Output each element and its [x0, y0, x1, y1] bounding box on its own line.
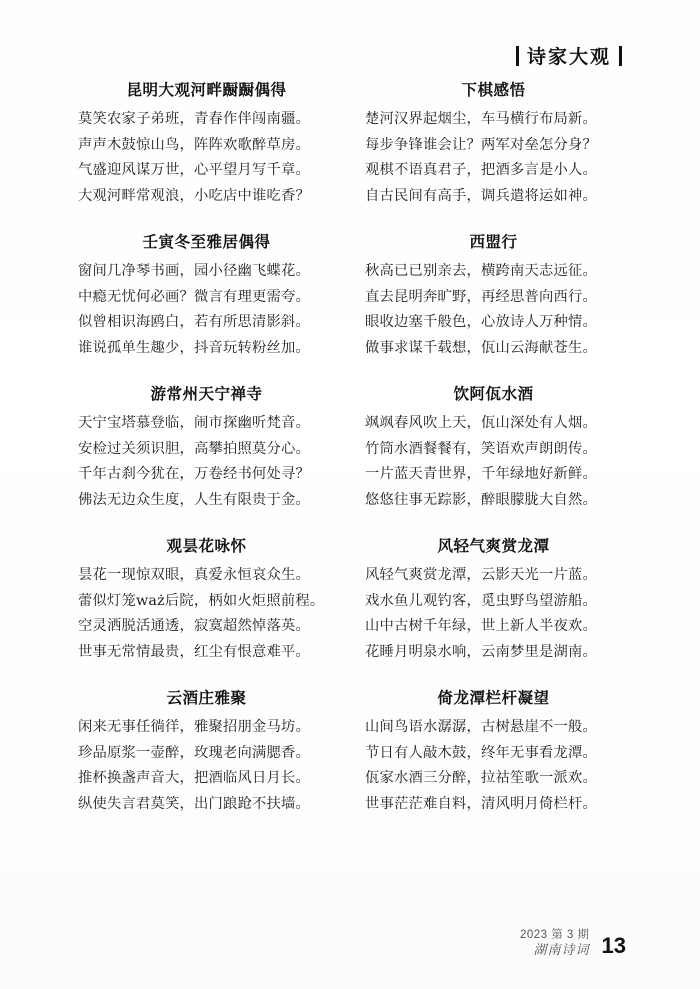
poem-title: 下棋感悟: [461, 80, 526, 99]
poem-line: 昙花一现惊双眼，真爱永恒哀众生。: [78, 567, 310, 583]
poem-line: 观棋不语真君子，把酒多言是小人。: [365, 162, 597, 178]
poem-entry: [365, 230, 622, 361]
poem-line: 直去昆明奔旷野，再经思普向西行。: [365, 288, 597, 305]
poem-line: 戏水鱼儿观钓客，觅虫野鸟望游船。: [365, 592, 597, 609]
poem-title: 游常州天宁禅寺: [150, 384, 263, 403]
poem-entry: [78, 78, 335, 209]
poem-line: 世事无常情最贵，红尘有恨意难平。: [78, 643, 310, 660]
poem-entry: [365, 78, 622, 209]
footer-issue: 2023 第 3 期: [519, 929, 590, 942]
footer-journal-name: 湖南诗词: [533, 942, 590, 958]
poem-line: 每步争锋谁会让？两军对垒怎分身？: [365, 136, 597, 153]
page-header: [516, 42, 622, 69]
poem-line: 节日有人敲木鼓，终年无事看龙潭。: [365, 744, 597, 761]
poem-line: 山间鸟语水潺潺，古树悬崖不一般。: [365, 719, 597, 735]
poem-line: 气盛迎风谋万世，心平望月写千章。: [78, 162, 310, 178]
poem-line: 自古民间有高手，调兵遣将运如神。: [365, 187, 597, 204]
content-columns: [78, 78, 622, 838]
poem-line: 似曾相识海鸥白，若有所思清影斜。: [78, 314, 310, 330]
poem-entry: [78, 230, 335, 361]
poem-line: 佤家水酒三分醉，拉祜笙歌一派欢。: [365, 770, 597, 786]
poem-line: 窗间几净琴书画，园小径幽飞蝶花。: [78, 263, 310, 279]
poem-line: 一片蓝天青世界，千年绿地好新鲜。: [365, 466, 597, 482]
poem-entry: [365, 686, 622, 817]
poem-line: 眼收边塞千般色，心放诗人万种情。: [365, 314, 597, 330]
poem-line: 悠悠往事无踪影，醉眼朦胧大自然。: [365, 491, 597, 508]
poem-title: 西盟行: [469, 232, 518, 251]
poem-title: 倚龙潭栏杆凝望: [437, 688, 550, 707]
poem-line: 花睡月明泉水响，云南梦里是湖南。: [365, 643, 597, 660]
poem-line: 竹筒水酒餐餐有，笑语欢声朗朗传。: [365, 440, 597, 457]
poem-line: 推杯换盏声音大，把酒临风日月长。: [78, 770, 310, 786]
poem-line: 做事求谋千载想，佤山云海献苍生。: [365, 339, 597, 356]
page-footer: [520, 928, 626, 959]
poem-line: 莫笑农家子弟班，青春作伴闯南疆。: [78, 111, 310, 127]
poem-line: 闲来无事任徜徉，雅聚招朋金马坊。: [78, 719, 310, 735]
poem-entry: [365, 534, 622, 665]
poem-title: 云酒庄雅聚: [166, 688, 247, 707]
poem-line: 纵使失言君莫笑，出门踉跄不扶墙。: [78, 795, 310, 812]
poem-line: 楚河汉界起烟尘，车马横行布局新。: [365, 111, 597, 127]
poem-line: 佛法无边众生度，人生有限贵于金。: [78, 491, 310, 508]
poem-line: 声声木鼓惊山鸟，阵阵欢歌醉草房。: [78, 136, 310, 153]
poem-entry: [365, 382, 622, 513]
footer-meta: [520, 928, 590, 959]
poem-title: 观昙花咏怀: [166, 536, 247, 555]
poem-line: 空灵洒脱活通透，寂寞超然悼落英。: [78, 618, 310, 634]
poem-line: 谁说孤单生趣少，抖音玩转粉丝加。: [78, 339, 310, 356]
header-rule-right: [619, 46, 622, 66]
page-number: 13: [601, 933, 626, 958]
poem-entry: [78, 382, 335, 513]
poem-line: 安检过关须识胆，高攀拍照莫分心。: [78, 440, 310, 457]
poem-title: 饮阿佤水酒: [453, 384, 534, 403]
poem-line: 风轻气爽赏龙潭，云影天光一片蓝。: [365, 567, 597, 583]
poem-line: 中瘾无忧何必画？微言有理更需夸。: [78, 288, 310, 305]
poem-title: 风轻气爽赏龙潭: [437, 536, 550, 555]
poem-line: 世事茫茫难自料，清风明月倚栏杆。: [365, 795, 597, 812]
poem-title: 壬寅冬至雅居偶得: [142, 232, 271, 251]
poem-line: 珍品原浆一壶醉，玫瑰老向满腮香。: [78, 744, 310, 761]
poem-entry: [78, 534, 335, 665]
page-title: 诗家大观: [526, 46, 611, 68]
poem-line: 飒飒春风吹上天，佤山深处有人烟。: [365, 415, 597, 431]
poem-line: 千年古刹今犹在，万卷经书何处寻？: [78, 466, 310, 482]
header-rule-left: [516, 46, 519, 66]
column-left: [78, 78, 335, 838]
poem-line: 天宁宝塔慕登临，闹市探幽听梵音。: [78, 415, 310, 431]
column-right: [365, 78, 622, 838]
poem-title: 昆明大观河畔蹰蹰偶得: [126, 80, 287, 99]
poem-entry: [78, 686, 335, 817]
poem-line: 蕾似灯笼waż后院，柄如火炬照前程。: [78, 592, 325, 609]
poem-line: 大观河畔常观浪，小吃店中谁吃香？: [78, 187, 310, 204]
poem-line: 山中古树千年绿，世上新人半夜欢。: [365, 618, 597, 634]
poem-line: 秋高已已别亲去，横跨南天志远征。: [365, 263, 597, 279]
